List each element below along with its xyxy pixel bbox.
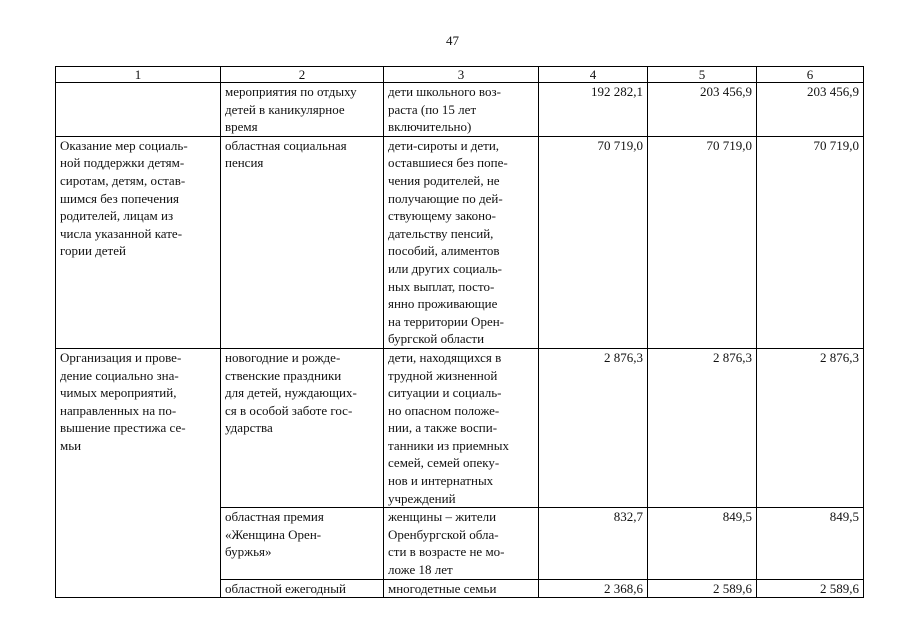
recipients-cell: дети школьного воз- раста (по 15 лет включительно) (384, 83, 539, 137)
amount-cell: 2 589,6 (757, 579, 864, 598)
amount-cell: 70 719,0 (757, 136, 864, 348)
form-cell: мероприятия по отдыху детей в каникулярное время (221, 83, 384, 137)
amount-cell: 70 719,0 (539, 136, 648, 348)
form-cell: новогодние и рожде- ственские праздники для детей, нуждающих- ся в особой заботе гос- ударства (221, 348, 384, 507)
amount-cell: 2 876,3 (757, 348, 864, 507)
amount-cell: 2 876,3 (648, 348, 757, 507)
amount-cell: 70 719,0 (648, 136, 757, 348)
amount-cell: 192 282,1 (539, 83, 648, 137)
form-cell: областная премия «Женщина Орен- буржья» (221, 508, 384, 579)
amount-cell: 203 456,9 (757, 83, 864, 137)
recipients-cell: женщины – жители Оренбургской обла- сти в возрасте не мо- ложе 18 лет (384, 508, 539, 579)
column-header: 2 (221, 67, 384, 83)
measure-cell (56, 83, 221, 137)
amount-cell: 203 456,9 (648, 83, 757, 137)
page-number: 47 (446, 33, 459, 48)
amount-cell: 2 589,6 (648, 579, 757, 598)
data-table (55, 66, 864, 598)
column-header: 3 (384, 67, 539, 83)
measure-cell: Оказание мер социаль- ной поддержки детям- сиротам, детям, остав- шимся без попечения родителей, лицам из числа указанной кате- гории детей (56, 136, 221, 348)
column-header: 4 (539, 67, 648, 83)
form-cell: областной ежегодный (221, 579, 384, 598)
recipients-cell: дети, находящихся в трудной жизненной ситуации и социаль- но опасном положе- нии, а также воспи- танники из приемных семей, семей опеку- нов и интернатных учреждений (384, 348, 539, 507)
amount-cell: 832,7 (539, 508, 648, 579)
form-cell: областная социальная пенсия (221, 136, 384, 348)
amount-cell: 2 876,3 (539, 348, 648, 507)
measure-cell: Организация и прове- дение социально зна- чимых мероприятий, направленных на по- вышение престижа се- мьи (56, 348, 221, 597)
column-header: 5 (648, 67, 757, 83)
table-header-row (56, 67, 864, 83)
column-header: 1 (56, 67, 221, 83)
table-row (56, 83, 864, 137)
amount-cell: 849,5 (757, 508, 864, 579)
recipients-cell: дети-сироты и дети, оставшиеся без попе- чения родителей, не получающие по дей- ствующему законо- дательству пенсий, пособий, алиментов или других социаль- ных выплат, посто- янно проживающие на территории Орен- бургской области (384, 136, 539, 348)
amount-cell: 2 368,6 (539, 579, 648, 598)
column-header: 6 (757, 67, 864, 83)
table-row (56, 136, 864, 348)
table-row (56, 348, 864, 507)
amount-cell: 849,5 (648, 508, 757, 579)
recipients-cell: многодетные семьи (384, 579, 539, 598)
